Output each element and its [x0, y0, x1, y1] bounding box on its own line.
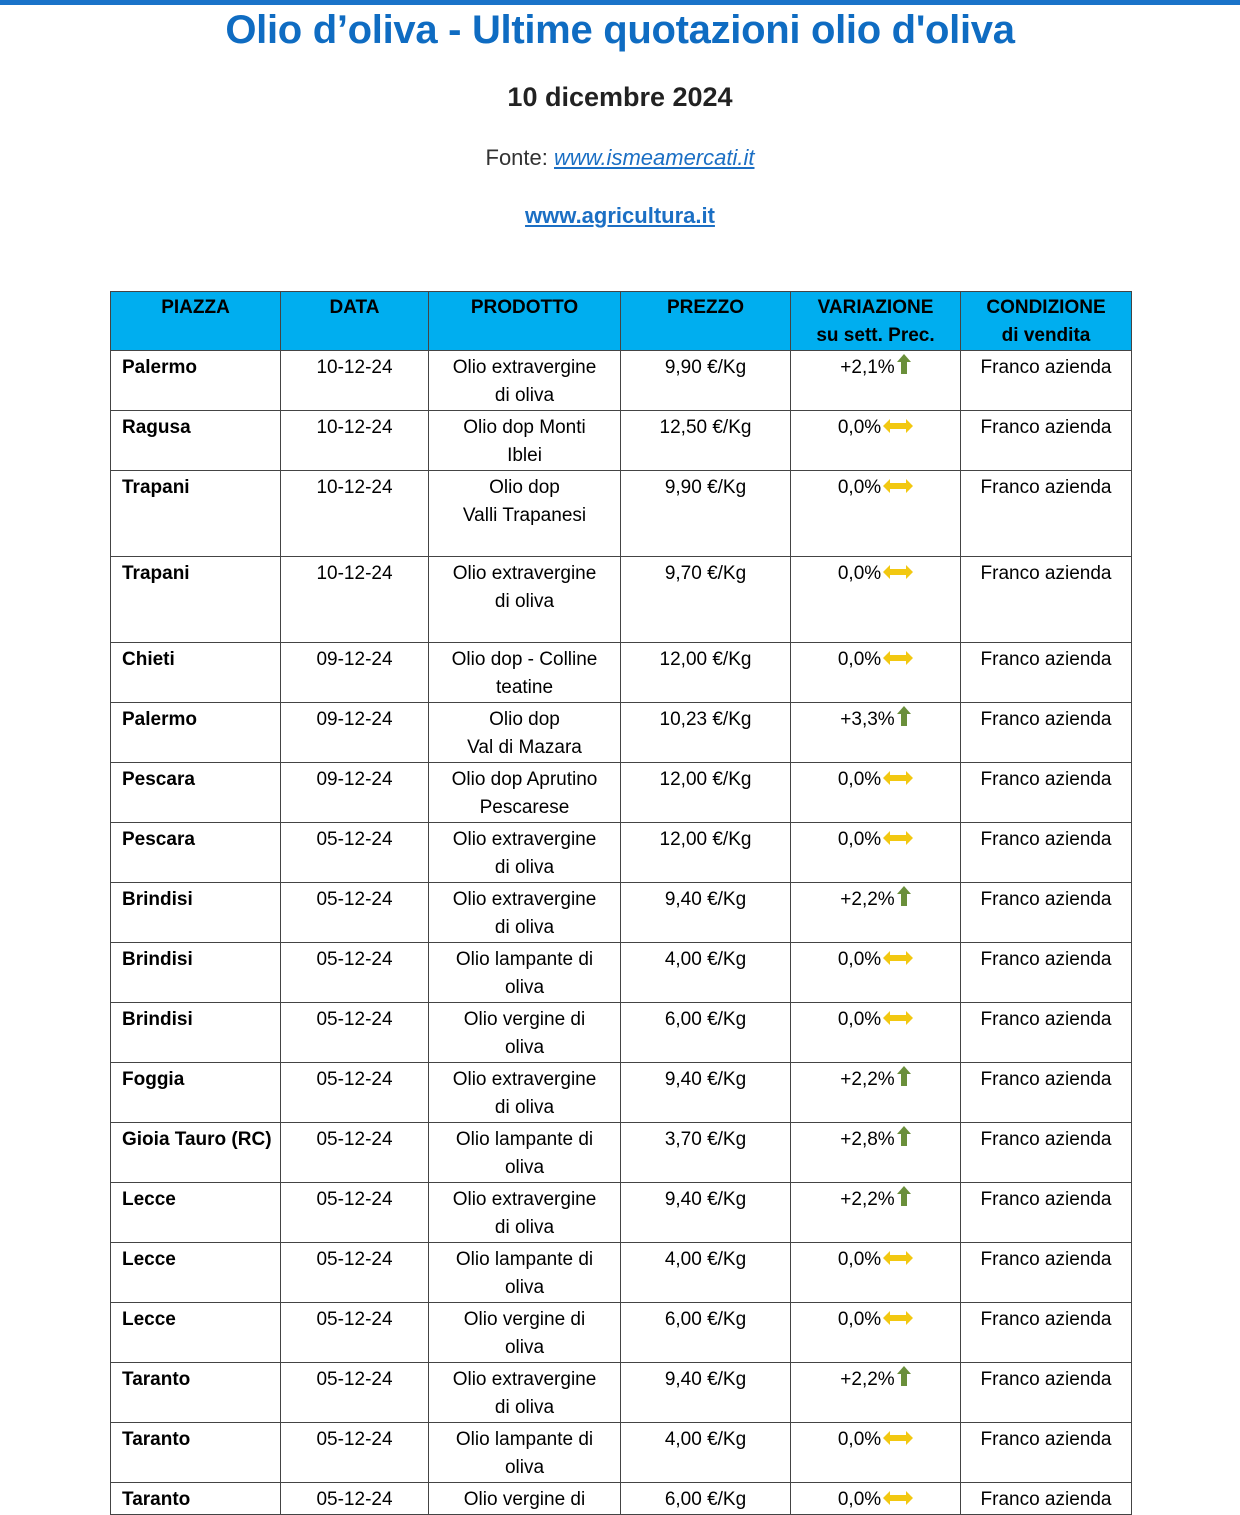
- cell-data: 05-12-24: [281, 883, 429, 943]
- cell-prodotto-line1: Olio lampante di: [455, 949, 594, 970]
- cell-variazione: [791, 1483, 961, 1515]
- cell-data: 05-12-24: [281, 1183, 429, 1243]
- cell-data: 05-12-24: [281, 1123, 429, 1183]
- cell-prodotto-line2: Valli Trapanesi: [462, 505, 587, 526]
- cell-prezzo: 9,90 €/Kg: [621, 471, 791, 557]
- cell-data: 05-12-24: [281, 1483, 429, 1515]
- table-row: [111, 1363, 1132, 1423]
- cell-prodotto-line1: Olio vergine di: [463, 1309, 586, 1330]
- cell-prodotto-line2: oliva: [504, 1457, 545, 1478]
- cell-prodotto-line1: Olio dop: [489, 477, 560, 498]
- cell-prodotto-line1: Olio extravergine: [452, 889, 597, 910]
- cell-prezzo: 9,40 €/Kg: [621, 883, 791, 943]
- source-link[interactable]: www.ismeamercati.it: [554, 145, 755, 170]
- cell-prezzo: 10,23 €/Kg: [621, 703, 791, 763]
- cell-prodotto-line1: Olio lampante di: [455, 1129, 594, 1150]
- flat-arrow-icon: [883, 474, 913, 502]
- cell-prodotto: [429, 1183, 621, 1243]
- table-row: [111, 1123, 1132, 1183]
- cell-prodotto: [429, 1003, 621, 1063]
- variazione-value: 0,0%: [837, 417, 882, 438]
- site-line: [0, 203, 1240, 229]
- flat-arrow-icon: [883, 646, 913, 674]
- cell-piazza: Lecce: [111, 1243, 281, 1303]
- flat-arrow-icon: [883, 766, 913, 794]
- header-variazione: [791, 292, 961, 351]
- cell-prodotto: [429, 883, 621, 943]
- up-arrow-icon: [897, 1186, 911, 1215]
- up-arrow-icon: [897, 1126, 911, 1155]
- table-row: [111, 1423, 1132, 1483]
- cell-piazza: Chieti: [111, 643, 281, 703]
- cell-prodotto: [429, 471, 621, 557]
- cell-variazione: [791, 763, 961, 823]
- cell-prodotto-line2: di oliva: [494, 1217, 555, 1238]
- cell-condizione: Franco azienda: [961, 1363, 1132, 1423]
- cell-prodotto-line1: Olio dop: [489, 709, 560, 730]
- variazione-value: +2,8%: [840, 1129, 895, 1150]
- cell-variazione: [791, 1183, 961, 1243]
- cell-prezzo: 6,00 €/Kg: [621, 1483, 791, 1515]
- cell-prodotto-line2: oliva: [504, 977, 545, 998]
- cell-prodotto-line1: Olio extravergine: [452, 829, 597, 850]
- cell-piazza: Ragusa: [111, 411, 281, 471]
- table-row: [111, 351, 1132, 411]
- cell-condizione: Franco azienda: [961, 351, 1132, 411]
- cell-prezzo: 12,00 €/Kg: [621, 763, 791, 823]
- cell-prezzo: 9,90 €/Kg: [621, 351, 791, 411]
- cell-prodotto-line2: teatine: [495, 677, 554, 698]
- cell-prodotto: [429, 351, 621, 411]
- cell-prezzo: 9,40 €/Kg: [621, 1183, 791, 1243]
- flat-arrow-icon: [883, 1006, 913, 1034]
- cell-data: 05-12-24: [281, 823, 429, 883]
- cell-prezzo: 12,50 €/Kg: [621, 411, 791, 471]
- cell-prodotto-line1: Olio dop Monti: [463, 417, 586, 438]
- cell-prezzo: 9,40 €/Kg: [621, 1063, 791, 1123]
- cell-condizione: Franco azienda: [961, 1003, 1132, 1063]
- cell-variazione: [791, 1303, 961, 1363]
- cell-piazza: Trapani: [111, 471, 281, 557]
- cell-prodotto-line2: Pescarese: [479, 797, 570, 818]
- variazione-value: 0,0%: [837, 829, 882, 850]
- header-variazione-line2: su sett. Prec.: [816, 325, 935, 346]
- cell-prodotto: [429, 943, 621, 1003]
- cell-condizione: Franco azienda: [961, 1063, 1132, 1123]
- cell-data: 05-12-24: [281, 1243, 429, 1303]
- cell-variazione: [791, 1003, 961, 1063]
- cell-piazza: Pescara: [111, 823, 281, 883]
- cell-prodotto-line2: di oliva: [494, 385, 555, 406]
- flat-arrow-icon: [883, 826, 913, 854]
- table-row: [111, 643, 1132, 703]
- cell-prodotto-line1: Olio extravergine: [452, 1189, 597, 1210]
- table-row: [111, 471, 1132, 557]
- site-link[interactable]: www.agricultura.it: [525, 203, 715, 228]
- cell-prodotto: [429, 1363, 621, 1423]
- table-row: [111, 883, 1132, 943]
- cell-variazione: [791, 883, 961, 943]
- cell-piazza: Foggia: [111, 1063, 281, 1123]
- cell-data: 09-12-24: [281, 703, 429, 763]
- cell-variazione: [791, 703, 961, 763]
- source-line: [0, 145, 1240, 171]
- variazione-value: 0,0%: [837, 1249, 882, 1270]
- cell-piazza: Lecce: [111, 1183, 281, 1243]
- variazione-value: +2,2%: [840, 1069, 895, 1090]
- cell-variazione: [791, 1243, 961, 1303]
- cell-piazza: Brindisi: [111, 1003, 281, 1063]
- header-data: DATA: [281, 292, 429, 351]
- cell-variazione: [791, 943, 961, 1003]
- cell-variazione: [791, 1423, 961, 1483]
- cell-data: 05-12-24: [281, 1363, 429, 1423]
- cell-piazza: Taranto: [111, 1423, 281, 1483]
- variazione-value: 0,0%: [837, 563, 882, 584]
- cell-prodotto-line2: di oliva: [494, 591, 555, 612]
- table-row: [111, 1003, 1132, 1063]
- cell-condizione: Franco azienda: [961, 703, 1132, 763]
- flat-arrow-icon: [883, 1306, 913, 1334]
- cell-variazione: [791, 1063, 961, 1123]
- cell-prodotto: [429, 823, 621, 883]
- cell-data: 10-12-24: [281, 557, 429, 643]
- header-condizione-line2: di vendita: [1001, 325, 1091, 346]
- table-body: [111, 351, 1132, 1515]
- table-row: [111, 763, 1132, 823]
- up-arrow-icon: [897, 1366, 911, 1395]
- cell-prodotto-line2: Val di Mazara: [467, 737, 582, 758]
- cell-variazione: [791, 411, 961, 471]
- cell-variazione: [791, 557, 961, 643]
- cell-variazione: [791, 1123, 961, 1183]
- cell-prodotto-line1: Olio extravergine: [452, 357, 597, 378]
- cell-condizione: Franco azienda: [961, 1183, 1132, 1243]
- cell-data: 09-12-24: [281, 763, 429, 823]
- page-date: 10 dicembre 2024: [507, 82, 733, 112]
- cell-prodotto-line2: Iblei: [507, 445, 542, 466]
- table-header-row: [111, 292, 1132, 351]
- cell-prezzo: 4,00 €/Kg: [621, 1243, 791, 1303]
- flat-arrow-icon: [883, 560, 913, 588]
- cell-data: 05-12-24: [281, 943, 429, 1003]
- cell-piazza: Brindisi: [111, 943, 281, 1003]
- cell-variazione: [791, 1363, 961, 1423]
- cell-data: 05-12-24: [281, 1003, 429, 1063]
- cell-condizione: Franco azienda: [961, 557, 1132, 643]
- table-row: [111, 943, 1132, 1003]
- flat-arrow-icon: [883, 414, 913, 442]
- cell-condizione: Franco azienda: [961, 643, 1132, 703]
- cell-prodotto: [429, 411, 621, 471]
- header-condizione: [961, 292, 1132, 351]
- variazione-value: 0,0%: [837, 649, 882, 670]
- cell-prodotto: [429, 557, 621, 643]
- cell-prodotto: [429, 703, 621, 763]
- flat-arrow-icon: [883, 1426, 913, 1454]
- up-arrow-icon: [897, 354, 911, 383]
- flat-arrow-icon: [883, 1246, 913, 1274]
- variazione-value: 0,0%: [837, 477, 882, 498]
- cell-piazza: Pescara: [111, 763, 281, 823]
- cell-prezzo: 4,00 €/Kg: [621, 1423, 791, 1483]
- cell-prezzo: 6,00 €/Kg: [621, 1303, 791, 1363]
- cell-piazza: Gioia Tauro (RC): [111, 1123, 281, 1183]
- cell-condizione: Franco azienda: [961, 1483, 1132, 1515]
- cell-prezzo: 4,00 €/Kg: [621, 943, 791, 1003]
- cell-piazza: Taranto: [111, 1483, 281, 1515]
- header-prezzo: PREZZO: [621, 292, 791, 351]
- cell-prodotto-line2: di oliva: [494, 917, 555, 938]
- cell-condizione: Franco azienda: [961, 471, 1132, 557]
- page-title: Olio d’oliva - Ultime quotazioni olio d'oliva: [225, 8, 1015, 52]
- cell-condizione: Franco azienda: [961, 411, 1132, 471]
- header-condizione-line1: CONDIZIONE: [986, 297, 1106, 318]
- cell-prezzo: 9,40 €/Kg: [621, 1363, 791, 1423]
- cell-prodotto-line1: Olio dop Aprutino: [451, 769, 598, 790]
- cell-data: 10-12-24: [281, 411, 429, 471]
- cell-piazza: Brindisi: [111, 883, 281, 943]
- variazione-value: 0,0%: [837, 1429, 882, 1450]
- header-prodotto: PRODOTTO: [429, 292, 621, 351]
- variazione-value: 0,0%: [837, 769, 882, 790]
- cell-data: 10-12-24: [281, 471, 429, 557]
- cell-variazione: [791, 823, 961, 883]
- cell-prezzo: 9,70 €/Kg: [621, 557, 791, 643]
- cell-variazione: [791, 351, 961, 411]
- cell-prezzo: 6,00 €/Kg: [621, 1003, 791, 1063]
- cell-condizione: Franco azienda: [961, 763, 1132, 823]
- cell-piazza: Lecce: [111, 1303, 281, 1363]
- cell-prodotto: [429, 763, 621, 823]
- cell-condizione: Franco azienda: [961, 883, 1132, 943]
- table-row: [111, 703, 1132, 763]
- cell-prodotto-line1: Olio vergine di: [463, 1489, 586, 1510]
- cell-prodotto-line1: Olio extravergine: [452, 1069, 597, 1090]
- cell-data: 09-12-24: [281, 643, 429, 703]
- cell-prodotto-line2: oliva: [504, 1037, 545, 1058]
- flat-arrow-icon: [883, 1486, 913, 1514]
- cell-prodotto-line2: oliva: [504, 1337, 545, 1358]
- cell-prodotto-line1: Olio extravergine: [452, 563, 597, 584]
- cell-condizione: Franco azienda: [961, 1123, 1132, 1183]
- cell-condizione: Franco azienda: [961, 943, 1132, 1003]
- variazione-value: 0,0%: [837, 1489, 882, 1510]
- cell-prodotto-line2: di oliva: [494, 857, 555, 878]
- variazione-value: 0,0%: [837, 1009, 882, 1030]
- table-row: [111, 1183, 1132, 1243]
- up-arrow-icon: [897, 886, 911, 915]
- cell-data: 05-12-24: [281, 1063, 429, 1123]
- cell-prodotto: [429, 1063, 621, 1123]
- cell-prodotto-line2: oliva: [504, 1277, 545, 1298]
- prices-table: [110, 291, 1132, 1515]
- top-rule: [0, 0, 1240, 5]
- source-label: Fonte:: [485, 145, 548, 170]
- variazione-value: 0,0%: [837, 1309, 882, 1330]
- variazione-value: +2,2%: [840, 1189, 895, 1210]
- table-row: [111, 557, 1132, 643]
- table-row: [111, 823, 1132, 883]
- cell-prezzo: 12,00 €/Kg: [621, 823, 791, 883]
- cell-prodotto: [429, 1243, 621, 1303]
- cell-prezzo: 3,70 €/Kg: [621, 1123, 791, 1183]
- variazione-value: +3,3%: [840, 709, 895, 730]
- cell-prodotto-line2: di oliva: [494, 1097, 555, 1118]
- cell-condizione: Franco azienda: [961, 1303, 1132, 1363]
- table-row: [111, 1483, 1132, 1515]
- cell-piazza: Trapani: [111, 557, 281, 643]
- header-variazione-line1: VARIAZIONE: [817, 297, 934, 318]
- variazione-value: 0,0%: [837, 949, 882, 970]
- cell-variazione: [791, 471, 961, 557]
- cell-data: 05-12-24: [281, 1423, 429, 1483]
- cell-piazza: Palermo: [111, 351, 281, 411]
- table-row: [111, 411, 1132, 471]
- variazione-value: +2,2%: [840, 1369, 895, 1390]
- cell-piazza: Palermo: [111, 703, 281, 763]
- header-piazza: PIAZZA: [111, 292, 281, 351]
- cell-prodotto-line2: oliva: [504, 1157, 545, 1178]
- flat-arrow-icon: [883, 946, 913, 974]
- cell-prodotto-line1: Olio lampante di: [455, 1429, 594, 1450]
- table-row: [111, 1063, 1132, 1123]
- up-arrow-icon: [897, 1066, 911, 1095]
- cell-prodotto: [429, 1303, 621, 1363]
- cell-piazza: Taranto: [111, 1363, 281, 1423]
- table-row: [111, 1243, 1132, 1303]
- cell-prezzo: 12,00 €/Kg: [621, 643, 791, 703]
- cell-prodotto: [429, 1483, 621, 1515]
- cell-data: 05-12-24: [281, 1303, 429, 1363]
- cell-prodotto: [429, 1423, 621, 1483]
- cell-data: 10-12-24: [281, 351, 429, 411]
- up-arrow-icon: [897, 706, 911, 735]
- cell-prodotto-line1: Olio vergine di: [463, 1009, 586, 1030]
- cell-prodotto-line1: Olio dop - Colline: [451, 649, 598, 670]
- cell-condizione: Franco azienda: [961, 823, 1132, 883]
- cell-prodotto-line2: di oliva: [494, 1397, 555, 1418]
- cell-prodotto: [429, 643, 621, 703]
- variazione-value: +2,2%: [840, 889, 895, 910]
- variazione-value: +2,1%: [840, 357, 895, 378]
- cell-variazione: [791, 643, 961, 703]
- cell-condizione: Franco azienda: [961, 1243, 1132, 1303]
- table-row: [111, 1303, 1132, 1363]
- cell-prodotto: [429, 1123, 621, 1183]
- cell-prodotto-line1: Olio extravergine: [452, 1369, 597, 1390]
- cell-condizione: Franco azienda: [961, 1423, 1132, 1483]
- cell-prodotto-line1: Olio lampante di: [455, 1249, 594, 1270]
